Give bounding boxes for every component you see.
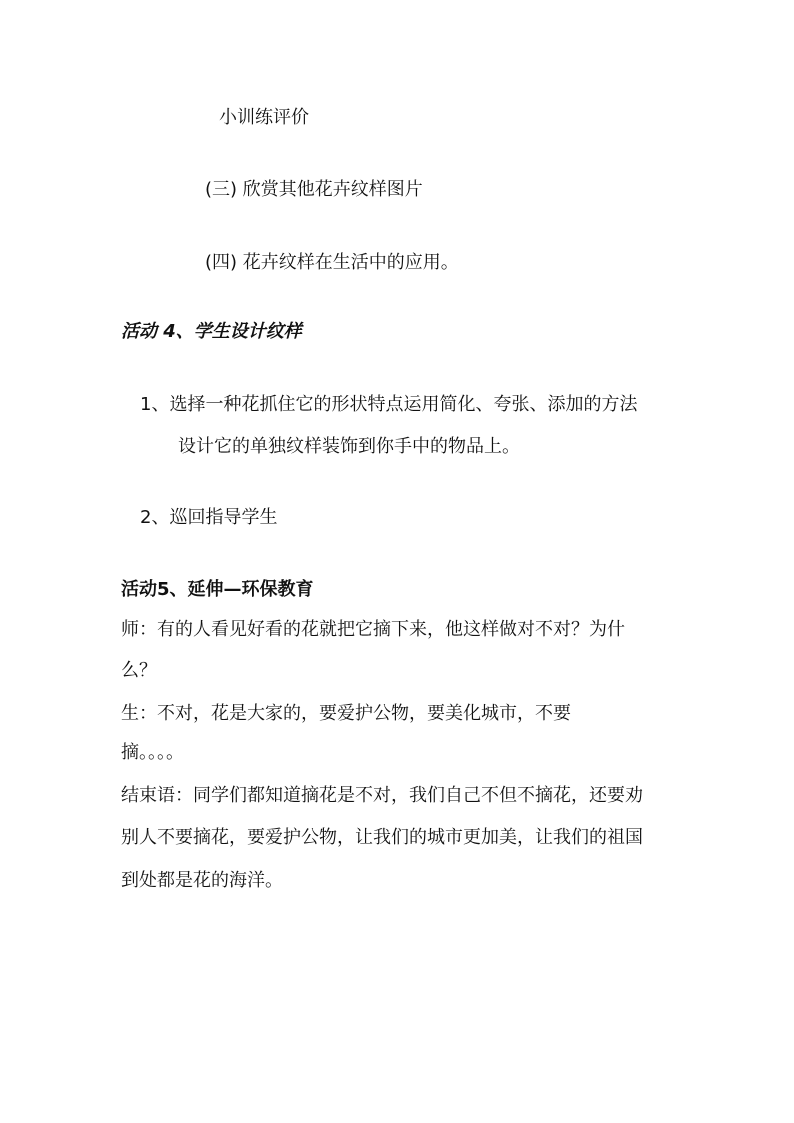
- section-heading-activity-5: 活动5、延伸—环保教育: [121, 579, 314, 600]
- text-line-appreciate-patterns: (三) 欣赏其他花卉纹样图片: [205, 179, 423, 200]
- text-line-teacher-question: 师：有的人看见好看的花就把它摘下来，他这样做对不对？为什: [121, 619, 625, 640]
- text-line-student-answer: 生：不对，花是大家的，要爱护公物，要美化城市，不要: [121, 703, 571, 724]
- text-line-closing-2: 别人不要摘花，要爱护公物，让我们的城市更加美，让我们的祖国: [121, 827, 643, 848]
- text-line-pattern-application: (四) 花卉纹样在生活中的应用。: [205, 252, 459, 273]
- list-item-2: 2、巡回指导学生: [140, 507, 278, 528]
- text-line-training-review: 小训练评价: [219, 107, 309, 128]
- text-line-student-answer-end: 摘。。。。: [121, 742, 184, 763]
- text-line-closing-1: 结束语：同学们都知道摘花是不对，我们自己不但不摘花，还要劝: [121, 785, 643, 806]
- list-item-1: 1、选择一种花抓住它的形状特点运用简化、夸张、添加的方法: [140, 394, 638, 415]
- list-item-1-continued: 设计它的单独纹样装饰到你手中的物品上。: [178, 436, 520, 457]
- text-line-closing-3: 到处都是花的海洋。: [121, 870, 283, 891]
- text-line-teacher-question-end: 么？: [121, 660, 157, 681]
- section-heading-activity-4: 活动 4、学生设计纹样: [121, 321, 302, 342]
